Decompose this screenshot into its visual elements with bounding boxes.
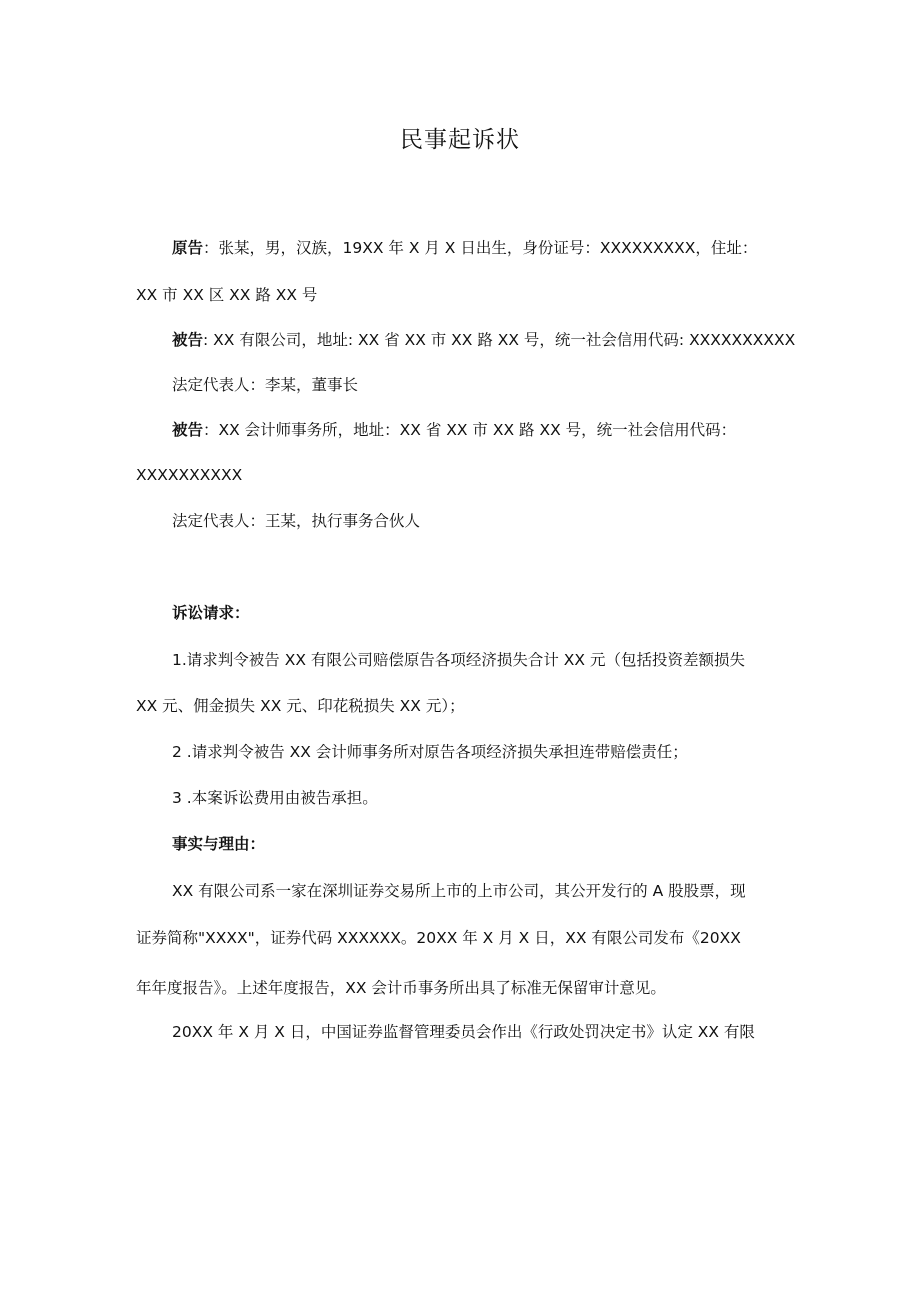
defendant2-line-2: XXXXXXXXXX	[136, 466, 243, 484]
defendant2-line-1	[172, 418, 736, 442]
claim-item-2: 2 .请求判令被告 XX 会计师事务所对原告各项经济损失承担连带赔偿责任；	[172, 743, 688, 761]
claim-item-1-line-2: XX 元、佣金损失 XX 元、印花税损失 XX 元）；	[136, 697, 465, 715]
defendant1-label: 被告	[172, 331, 204, 349]
defendant1-representative: 法定代表人：李某，董事长	[172, 376, 359, 394]
defendant2-representative: 法定代表人：王某，执行事务合伙人	[172, 512, 421, 530]
facts-heading: 事实与理由：	[172, 835, 266, 853]
claim-item-3: 3 .本案诉讼费用由被告承担。	[172, 789, 378, 807]
plaintiff-text: ：张某，男，汉族，19XX 年 X 月 X 日出生，身份证号：XXXXXXXXX，住址：	[203, 239, 758, 257]
plaintiff-line-1	[172, 236, 757, 260]
document-title: 民事起诉状	[400, 127, 520, 153]
facts-para1-line-2: 证券简称"XXXX"，证券代码 XXXXXX。20XX 年 X 月 X 日，XX 有限公司发布《20XX	[136, 929, 741, 947]
facts-para2-line-1: 20XX 年 X 月 X 日，中国证券监督管理委员会作出《行政处罚决定书》认定 XX 有限	[172, 1023, 755, 1041]
defendant1-line	[172, 328, 795, 352]
plaintiff-label: 原告	[172, 239, 204, 257]
facts-para1-line-1: XX 有限公司系一家在深圳证券交易所上市的上市公司，其公开发行的 A 股股票，现	[172, 882, 746, 900]
defendant1-text: : XX 有限公司，地址: XX 省 XX 市 XX 路 XX 号，统一社会信用代码: XXXXXXXXXX	[203, 331, 796, 349]
defendant2-text: ：XX 会计师事务所，地址：XX 省 XX 市 XX 路 XX 号，统一社会信用代码：	[203, 421, 737, 439]
claims-heading: 诉讼请求：	[172, 604, 250, 622]
claim-item-1-line-1: 1.请求判令被告 XX 有限公司赔偿原告各项经济损失合计 XX 元（包括投资差额损失	[172, 651, 745, 669]
plaintiff-line-2: XX 市 XX 区 XX 路 XX 号	[136, 286, 318, 304]
defendant2-label: 被告	[172, 421, 204, 439]
facts-para1-line-3: 年年度报告》。上述年度报告，XX 会计币事务所出具了标准无保留审计意见。	[136, 979, 666, 997]
